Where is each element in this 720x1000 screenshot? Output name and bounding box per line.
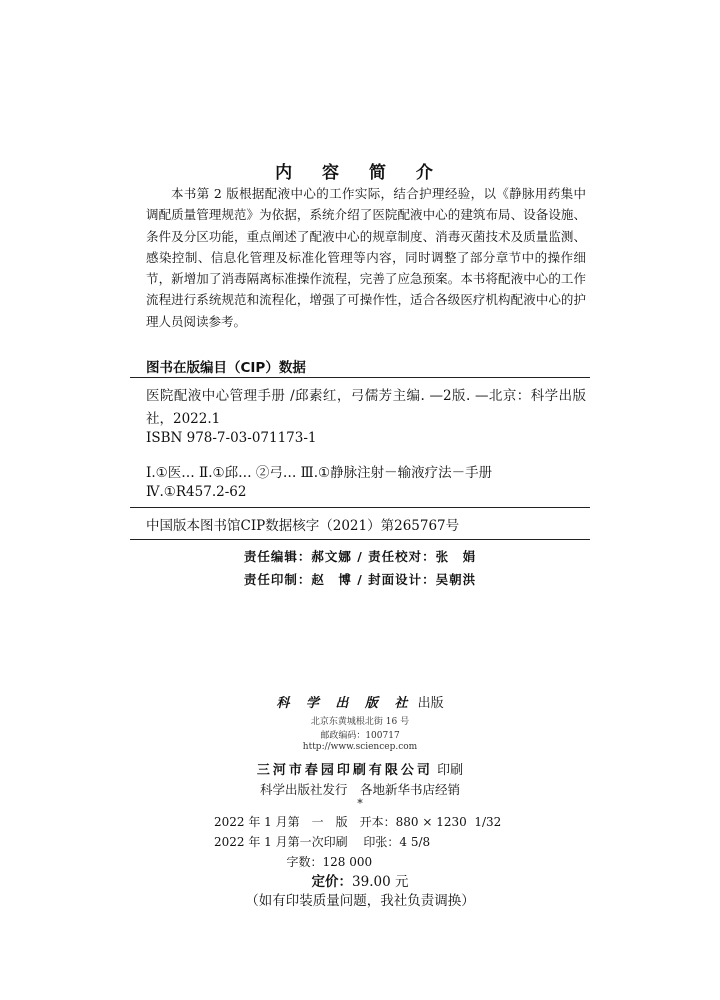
publisher-name: 科 学 出 版 社 — [276, 696, 414, 711]
price-label: 定价： — [311, 874, 353, 890]
printer-name: 三河市春园印刷有限公司 — [256, 763, 433, 778]
printer-suffix: 印刷 — [437, 763, 464, 778]
cip-classification-1: Ⅰ.①医… Ⅱ.①邱… ②弓… Ⅲ.①静脉注射－输液疗法－手册 — [146, 465, 493, 481]
cip-classification-2: Ⅳ.①R457.2-62 — [146, 484, 247, 500]
price-value: 39.00 元 — [352, 874, 409, 890]
cip-middle-rule — [130, 507, 590, 508]
cip-verification-number: 中国版本图书馆CIP数据核字（2021）第265767号 — [146, 518, 460, 534]
publisher-line — [0, 692, 720, 711]
publisher-postcode: 邮政编码：100717 — [320, 731, 400, 741]
printer-line — [0, 759, 720, 778]
credits-production: 责任印制：赵 博 / 封面设计：吴朝洪 — [243, 572, 477, 587]
cip-title-line: 医院配液中心管理手册 /邱素红，弓儒芳主编. —2版. —北京：科学出版社，2022.1 — [146, 388, 586, 427]
cip-top-rule — [130, 377, 590, 378]
edition-info — [214, 812, 501, 872]
summary-paragraph: 本书第 2 版根据配液中心的工作实际，结合护理经验，以《静脉用药集中调配质量管理规范》为依据，系统介绍了医院配液中心的建筑布局、设备设施、条件及分区功能，重点阐述了配液中心的规章制度、消毒灭菌技术及质量监测、感染控制、信息化管理及标准化管理等内容，同时调整了部分章节中的操作细节，新增加了消毒隔离标准操作流程，完善了应急预案。本书将配液中心的工作流程进行系统规范和流程化，增强了可操作性，适合各级医疗机构配液中心的护理人员阅读参考。 — [146, 186, 586, 329]
publisher-suffix: 出版 — [417, 696, 444, 711]
publisher-address: 北京东黄城根北街 16 号 — [310, 717, 410, 727]
publisher-url: http://www.sciencep.com — [302, 742, 418, 752]
quality-notice: （如有印装质量问题，我社负责调换） — [245, 893, 475, 909]
credits-editors: 责任编辑：郝文娜 / 责任校对：张 娟 — [243, 549, 477, 564]
edition-row-3: 字数：128 000 — [214, 855, 373, 869]
summary-title: 内 容 简 介 — [275, 163, 445, 183]
price-line — [0, 870, 720, 890]
edition-row-2: 2022 年 1 月第一次印刷 印张：4 5/8 — [214, 835, 431, 849]
cip-heading: 图书在版编目（CIP）数据 — [146, 360, 306, 376]
distribution-line: 科学出版社发行 各地新华书店经销 — [259, 782, 460, 797]
cip-isbn: ISBN 978-7-03-071173-1 — [146, 430, 317, 446]
edition-row-1: 2022 年 1 月第 一 版 开本：880 × 1230 1/32 — [214, 815, 502, 829]
cip-bottom-rule — [130, 539, 590, 540]
separator-star: * — [357, 797, 363, 810]
